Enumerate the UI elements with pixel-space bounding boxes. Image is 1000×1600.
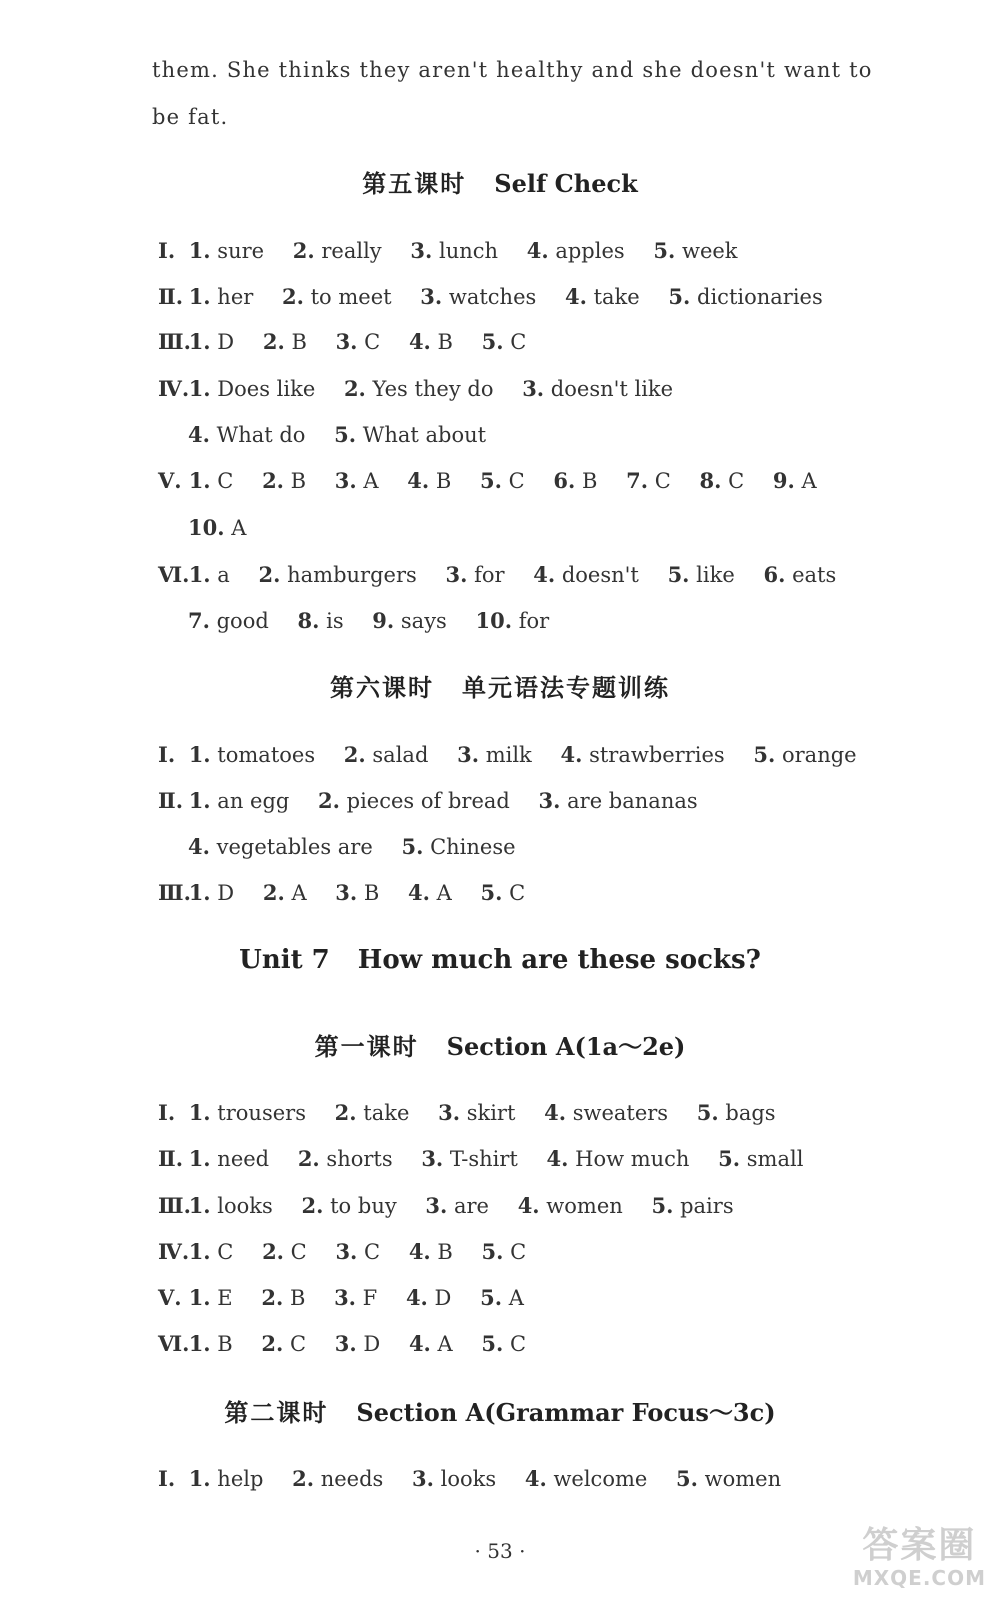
question-number: 2. [261, 1285, 284, 1310]
answer-item: 1. help [188, 1466, 264, 1491]
question-number: 1. [188, 468, 211, 493]
answer-row [158, 375, 673, 403]
answer-item: 4. welcome [524, 1466, 648, 1491]
question-number: 5. [676, 1466, 698, 1491]
answer-item: 3. for [445, 562, 505, 587]
answer-item: 8. is [297, 608, 344, 633]
answer-item: 2. to meet [281, 284, 392, 309]
answer-item: 10. A [188, 515, 247, 540]
section-heading [0, 1397, 1000, 1429]
question-number: 5. [696, 1100, 719, 1125]
paragraph-line: them. She thinks they aren't healthy and she doesn't want to [152, 58, 873, 82]
roman-numeral: Ⅴ. [158, 468, 182, 493]
question-number: 3. [538, 788, 561, 813]
answer-item: 2. A [262, 880, 307, 905]
answer-row [158, 1099, 776, 1127]
answer-item: 5. dictionaries [668, 284, 823, 309]
question-number: 4. [408, 1331, 431, 1356]
answer-item: 3. are bananas [538, 788, 698, 813]
question-number: 6. [763, 562, 786, 587]
answer-item: 5. C [481, 329, 527, 354]
question-number: 5. [480, 1285, 503, 1310]
answer-row [158, 1238, 526, 1266]
unit-heading [0, 944, 1000, 976]
question-number: 4. [564, 284, 587, 309]
answer-item: 7. C [626, 468, 671, 493]
question-number: 5. [334, 422, 357, 447]
question-number: 1. [188, 1239, 211, 1264]
answer-item: 4. strawberries [560, 742, 725, 767]
answer-row-continued [188, 607, 549, 635]
answer-item: 5. C [481, 1331, 527, 1356]
answer-item: 5. week [653, 238, 738, 263]
answer-item: 3. A [334, 468, 379, 493]
answer-item: 3. milk [457, 742, 532, 767]
answer-item: 1. trousers [188, 1100, 306, 1125]
question-number: 2. [258, 562, 281, 587]
answer-row [158, 1330, 526, 1358]
roman-numeral: Ⅵ. [158, 562, 190, 587]
answer-item: 2. take [334, 1100, 410, 1125]
question-number: 4. [188, 422, 210, 447]
question-number: 10. [475, 608, 513, 633]
watermark-url: MXQE.COM [852, 1566, 986, 1590]
answer-item: 1. a [188, 562, 230, 587]
question-number: 2. [261, 1331, 284, 1356]
question-number: 1. [188, 1466, 211, 1491]
question-number: 7. [626, 468, 649, 493]
question-number: 2. [262, 1239, 284, 1264]
roman-numeral: Ⅴ. [158, 1285, 182, 1310]
question-number: 4. [188, 834, 210, 859]
roman-numeral: Ⅱ. [158, 1146, 184, 1171]
question-number: 2. [292, 238, 315, 263]
question-number: 2. [343, 742, 366, 767]
section-heading [0, 168, 1000, 200]
question-number: 5. [718, 1146, 741, 1171]
answer-row [158, 328, 526, 356]
section-heading [0, 1031, 1000, 1063]
question-number: 4. [526, 238, 549, 263]
answer-item: 5. women [676, 1466, 782, 1491]
question-number: 3. [522, 376, 545, 401]
question-number: 5. [653, 238, 676, 263]
answer-row [158, 561, 836, 589]
heading-zh-2: 单元语法专题训练 [462, 674, 670, 702]
roman-numeral: Ⅳ. [158, 1239, 190, 1264]
question-number: 10. [188, 515, 225, 540]
answer-item: 2. C [262, 1239, 307, 1264]
answer-row [158, 467, 817, 495]
answer-item: 1. D [188, 880, 235, 905]
answer-item: 8. C [699, 468, 745, 493]
heading-zh: 第二课时 [224, 1399, 329, 1427]
answer-item: 3. D [334, 1331, 381, 1356]
answer-item: 3. watches [420, 284, 537, 309]
answer-item: 4. women [517, 1193, 623, 1218]
question-number: 3. [334, 468, 357, 493]
answer-item: 7. good [188, 608, 269, 633]
roman-numeral: Ⅱ. [158, 284, 184, 309]
answer-item: 2. really [292, 238, 382, 263]
answer-row [158, 787, 698, 815]
question-number: 3. [335, 880, 358, 905]
answer-item: 3. doesn't like [522, 376, 674, 401]
question-number: 4. [408, 880, 430, 905]
answer-row [158, 1465, 781, 1493]
heading-en: Section A(Grammar Focus～3c) [356, 1398, 776, 1427]
answer-item: 3. skirt [438, 1100, 516, 1125]
answer-item: 3. lunch [410, 238, 499, 263]
answer-item: 1. C [188, 1239, 234, 1264]
heading-en: Self Check [494, 169, 638, 198]
question-number: 4. [517, 1193, 540, 1218]
question-number: 5. [401, 834, 424, 859]
heading-en: Section A(1a～2e) [446, 1032, 686, 1061]
question-number: 1. [188, 1193, 211, 1218]
question-number: 5. [667, 562, 690, 587]
question-number: 4. [407, 468, 430, 493]
answer-item: 4. A [408, 1331, 453, 1356]
answer-item: 5. C [480, 468, 525, 493]
question-number: 3. [335, 329, 358, 354]
answer-item: 9. A [772, 468, 817, 493]
answer-item: 1. Does like [188, 376, 316, 401]
answer-item: 4. B [408, 1239, 453, 1264]
answer-row [158, 283, 823, 311]
question-number: 5. [481, 1239, 504, 1264]
question-number: 1. [188, 880, 211, 905]
question-number: 2. [318, 788, 340, 813]
question-number: 3. [335, 1239, 358, 1264]
question-number: 2. [297, 1146, 320, 1171]
answer-item: 4. How much [546, 1146, 690, 1171]
question-number: 8. [297, 608, 320, 633]
answer-item: 4. What do [188, 422, 306, 447]
question-number: 3. [457, 742, 480, 767]
answer-item: 3. are [425, 1193, 489, 1218]
question-number: 1. [188, 1100, 211, 1125]
roman-numeral: Ⅰ. [158, 742, 176, 767]
answer-item: 2. shorts [297, 1146, 393, 1171]
question-number: 4. [533, 562, 556, 587]
answer-item: 4. apples [526, 238, 625, 263]
answer-item: 5. What about [334, 422, 487, 447]
heading-zh: 第五课时 [362, 170, 467, 198]
answer-item: 5. C [480, 880, 526, 905]
answer-row [158, 741, 857, 769]
answer-item: 4. B [407, 468, 452, 493]
answer-item: 4. D [405, 1285, 452, 1310]
answer-item: 6. eats [763, 562, 837, 587]
heading-zh: 第一课时 [314, 1033, 419, 1061]
question-number: 3. [445, 562, 468, 587]
unit-title: How much are these socks? [357, 945, 761, 975]
answer-item: 3. B [335, 880, 380, 905]
answer-item: 5. C [481, 1239, 527, 1264]
question-number: 5. [481, 1331, 504, 1356]
question-number: 7. [188, 608, 210, 633]
question-number: 1. [188, 742, 211, 767]
answer-item: 4. B [408, 329, 453, 354]
roman-numeral: Ⅲ. [158, 329, 191, 354]
question-number: 3. [438, 1100, 461, 1125]
question-number: 2. [262, 880, 285, 905]
question-number: 8. [699, 468, 722, 493]
answer-item: 1. her [188, 284, 254, 309]
question-number: 3. [412, 1466, 434, 1491]
answer-item: 1. E [188, 1285, 233, 1310]
answer-item: 3. T-shirt [421, 1146, 518, 1171]
answer-item: 1. need [188, 1146, 270, 1171]
answer-item: 2. hamburgers [258, 562, 417, 587]
question-number: 5. [651, 1193, 674, 1218]
question-number: 3. [410, 238, 433, 263]
answer-item: 4. sweaters [544, 1100, 669, 1125]
question-number: 5. [481, 329, 504, 354]
answer-item: 2. C [261, 1331, 307, 1356]
question-number: 9. [372, 608, 395, 633]
answer-item: 5. small [718, 1146, 804, 1171]
section-heading [0, 672, 1000, 704]
question-number: 2. [262, 329, 285, 354]
answer-row-continued [188, 833, 516, 861]
answer-item: 1. tomatoes [188, 742, 316, 767]
question-number: 2. [292, 1466, 315, 1491]
roman-numeral: Ⅱ. [158, 788, 184, 813]
question-number: 4. [524, 1466, 547, 1491]
question-number: 1. [188, 329, 211, 354]
question-number: 3. [334, 1285, 356, 1310]
question-number: 1. [188, 238, 211, 263]
watermark-text: 答案圈 [862, 1525, 977, 1566]
roman-numeral: Ⅲ. [158, 880, 191, 905]
answer-item: 2. Yes they do [343, 376, 494, 401]
question-number: 1. [188, 1285, 211, 1310]
paragraph-line: be fat. [152, 105, 229, 129]
roman-numeral: Ⅲ. [158, 1193, 191, 1218]
question-number: 4. [544, 1100, 567, 1125]
question-number: 1. [188, 788, 211, 813]
question-number: 2. [301, 1193, 324, 1218]
roman-numeral: Ⅰ. [158, 1466, 176, 1491]
question-number: 5. [753, 742, 776, 767]
answer-item: 2. salad [343, 742, 429, 767]
answer-item: 4. vegetables are [188, 834, 373, 859]
answer-item: 2. B [262, 468, 307, 493]
answer-item: 1. looks [188, 1193, 273, 1218]
answer-item: 1. C [188, 468, 234, 493]
answer-item: 2. to buy [301, 1193, 397, 1218]
page-number: · 53 · [474, 1539, 526, 1563]
question-number: 4. [546, 1146, 569, 1171]
roman-numeral: Ⅰ. [158, 238, 176, 263]
answer-item: 2. pieces of bread [318, 788, 510, 813]
question-number: 9. [772, 468, 795, 493]
answer-row [158, 879, 525, 907]
answer-item: 3. F [334, 1285, 378, 1310]
answer-item: 2. B [262, 329, 307, 354]
answer-row [158, 1192, 734, 1220]
question-number: 1. [188, 284, 211, 309]
answer-item: 3. C [335, 1239, 381, 1264]
roman-numeral: Ⅵ. [158, 1331, 190, 1356]
heading-zh: 第六课时 [330, 674, 434, 702]
question-number: 2. [343, 376, 366, 401]
question-number: 2. [281, 284, 304, 309]
answer-row [158, 1145, 803, 1173]
answer-item: 4. A [408, 880, 452, 905]
answer-item: 10. for [475, 608, 550, 633]
answer-row-continued [188, 514, 246, 542]
answer-item: 1. an egg [188, 788, 290, 813]
answer-row [158, 237, 738, 265]
question-number: 6. [553, 468, 576, 493]
question-number: 1. [188, 1146, 211, 1171]
watermark-logo [853, 1526, 986, 1590]
answer-item: 5. orange [753, 742, 857, 767]
answer-row-continued [188, 421, 486, 449]
answer-item: 1. B [188, 1331, 233, 1356]
question-number: 1. [188, 1331, 211, 1356]
answer-item: 1. sure [188, 238, 265, 263]
answer-item: 5. Chinese [401, 834, 516, 859]
question-number: 5. [480, 880, 503, 905]
question-number: 4. [560, 742, 583, 767]
answer-item: 5. like [667, 562, 735, 587]
question-number: 3. [420, 284, 443, 309]
roman-numeral: Ⅳ. [158, 376, 190, 401]
answer-item: 2. B [261, 1285, 306, 1310]
answer-item: 1. D [188, 329, 235, 354]
question-number: 4. [405, 1285, 428, 1310]
answer-item: 3. C [335, 329, 381, 354]
question-number: 5. [480, 468, 502, 493]
question-number: 4. [408, 329, 431, 354]
answer-item: 2. needs [292, 1466, 384, 1491]
unit-label: Unit 7 [239, 945, 330, 975]
roman-numeral: Ⅰ. [158, 1100, 176, 1125]
question-number: 4. [408, 1239, 431, 1264]
question-number: 1. [188, 376, 211, 401]
answer-item: 9. says [372, 608, 447, 633]
answer-row [158, 1284, 524, 1312]
answer-item: 4. doesn't [533, 562, 639, 587]
question-number: 3. [334, 1331, 357, 1356]
answer-item: 3. looks [412, 1466, 497, 1491]
answer-item: 5. A [480, 1285, 524, 1310]
answer-item: 5. bags [696, 1100, 776, 1125]
question-number: 2. [262, 468, 284, 493]
answer-item: 6. B [553, 468, 598, 493]
question-number: 5. [668, 284, 691, 309]
answer-item: 5. pairs [651, 1193, 734, 1218]
question-number: 2. [334, 1100, 357, 1125]
question-number: 3. [425, 1193, 448, 1218]
answer-item: 4. take [564, 284, 640, 309]
question-number: 3. [421, 1146, 444, 1171]
question-number: 1. [188, 562, 211, 587]
